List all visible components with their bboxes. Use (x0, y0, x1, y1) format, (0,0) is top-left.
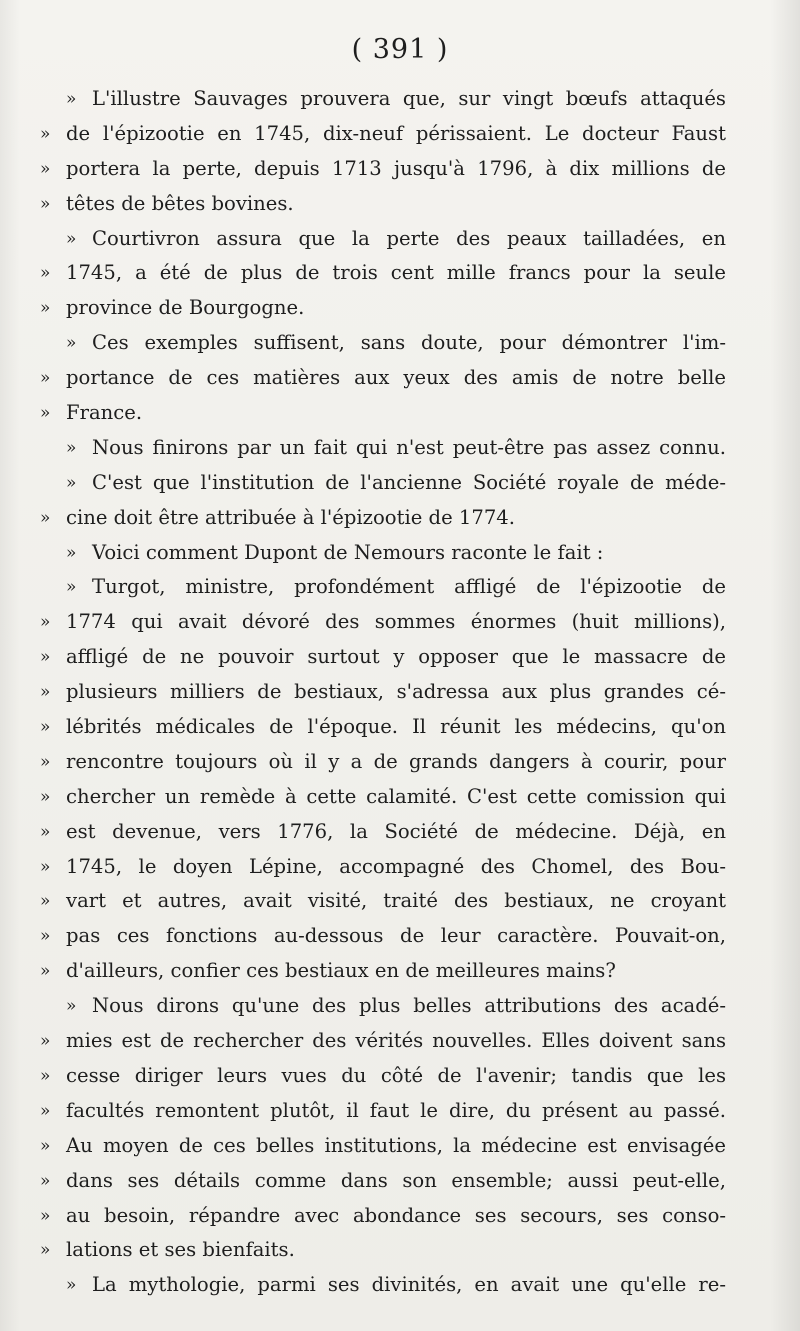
line-text: Voici comment Dupont de Nemours raconte le fait : (92, 540, 604, 564)
quote-mark: » (40, 786, 51, 807)
text-line (40, 1233, 726, 1268)
line-text: L'illustre Sauvages prouvera que, sur vingt bœufs attaqués (92, 87, 726, 110)
quote-mark: » (40, 193, 51, 214)
text-line (40, 326, 726, 361)
text-line (40, 117, 726, 152)
text-line (40, 570, 726, 605)
quote-mark: » (66, 437, 77, 458)
line-text: Au moyen de ces belles institutions, la médecine est envisagée (66, 1133, 726, 1157)
body-text (40, 82, 726, 1303)
text-line (40, 605, 726, 640)
line-text: cesse diriger leurs vues du côté de l'avenir; tandis que les (66, 1063, 726, 1087)
text-line (40, 152, 726, 187)
page-number: ( 391 ) (351, 34, 449, 65)
quote-mark: » (40, 158, 51, 179)
line-text: Nous finirons par un fait qui n'est peut-être pas assez connu. (92, 435, 726, 459)
line-text: au besoin, répandre avec abondance ses secours, ses conso- (66, 1203, 726, 1227)
line-text: est devenue, vers 1776, la Société de médecine. Déjà, en (66, 819, 726, 843)
quote-mark: » (66, 1275, 77, 1296)
quote-mark: » (66, 996, 77, 1017)
quote-mark: » (66, 228, 77, 249)
line-text: Ces exemples suffisent, sans doute, pour démontrer l'im- (92, 331, 726, 355)
quote-mark: » (66, 89, 77, 109)
quote-mark: » (40, 1205, 51, 1226)
text-line (40, 780, 726, 815)
line-text: mies est de rechercher des vérités nouvelles. Elles doivent sans (66, 1029, 726, 1053)
line-text: vart et autres, avait visité, traité des bestiaux, ne croyant (66, 889, 726, 913)
text-line (40, 256, 726, 291)
quote-mark: » (40, 1240, 51, 1261)
text-line (40, 431, 726, 466)
text-line (40, 222, 726, 257)
quote-mark: » (66, 542, 77, 563)
quote-mark: » (40, 717, 51, 738)
text-line (40, 536, 726, 571)
line-text: La mythologie, parmi ses divinités, en avait une qu'elle re- (92, 1273, 726, 1297)
line-text: dans ses détails comme dans son ensemble; aussi peut-elle, (66, 1168, 726, 1192)
quote-mark: » (40, 1170, 51, 1191)
quote-mark: » (40, 751, 51, 772)
line-text: 1745, a été de plus de trois cent mille francs pour la seule (66, 261, 726, 285)
quote-mark: » (40, 263, 51, 284)
text-line (40, 361, 726, 396)
line-text: France. (66, 401, 143, 425)
quote-mark: » (40, 891, 51, 912)
line-text: affligé de ne pouvoir surtout y opposer que le massacre de (66, 645, 726, 669)
quote-mark: » (40, 123, 51, 144)
quote-mark: » (40, 856, 51, 877)
text-line (40, 1129, 726, 1164)
line-text: Courtivron assura que la perte des peaux tailladées, en (92, 226, 726, 250)
text-line (40, 1199, 726, 1234)
text-line (40, 919, 726, 954)
quote-mark: » (40, 403, 51, 424)
quote-mark: » (40, 612, 51, 633)
line-text: C'est que l'institution de l'ancienne Société royale de méde- (92, 470, 726, 494)
text-line (40, 1164, 726, 1199)
quote-mark: » (40, 647, 51, 668)
quote-mark: » (40, 1031, 51, 1052)
line-text: lébrités médicales de l'époque. Il réunit les médecins, qu'on (66, 715, 726, 739)
text-line (40, 82, 726, 117)
quote-mark: » (66, 577, 77, 598)
text-line (40, 1268, 726, 1303)
line-text: portance de ces matières aux yeux des amis de notre belle (66, 366, 726, 390)
line-text: têtes de bêtes bovines. (66, 191, 294, 215)
text-line (40, 710, 726, 745)
quote-mark: » (66, 472, 77, 493)
text-line (40, 1024, 726, 1059)
text-line (40, 187, 726, 222)
text-line (40, 815, 726, 850)
line-text: rencontre toujours où il y a de grands dangers à courir, pour (66, 749, 726, 773)
text-line (40, 884, 726, 919)
text-line (40, 501, 726, 536)
text-line (40, 291, 726, 326)
line-text: chercher un remède à cette calamité. C'est cette comission qui (66, 784, 726, 808)
quote-mark: » (40, 298, 51, 319)
text-line (40, 850, 726, 885)
text-line (40, 954, 726, 989)
line-text: portera la perte, depuis 1713 jusqu'à 1796, à dix millions de (66, 156, 726, 180)
line-text: pas ces fonctions au-dessous de leur caractère. Pouvait-on, (66, 924, 726, 948)
quote-mark: » (40, 368, 51, 389)
line-text: Turgot, ministre, profondément affligé de l'épizootie de (92, 575, 726, 599)
text-line (40, 396, 726, 431)
line-text: d'ailleurs, confier ces bestiaux en de meilleures mains? (66, 959, 616, 983)
text-line (40, 989, 726, 1024)
line-text: province de Bourgogne. (66, 296, 305, 320)
line-text: 1745, le doyen Lépine, accompagné des Chomel, des Bou- (66, 854, 726, 878)
quote-mark: » (40, 821, 51, 842)
quote-mark: » (40, 1135, 51, 1156)
quote-mark: » (40, 507, 51, 528)
text-line (40, 640, 726, 675)
line-text: lations et ses bienfaits. (66, 1238, 295, 1262)
text-line (40, 466, 726, 501)
line-text: 1774 qui avait dévoré des sommes énormes (huit millions), (66, 610, 726, 634)
line-text: de l'épizootie en 1745, dix-neuf périssaient. Le docteur Faust (66, 121, 726, 145)
line-text: Nous dirons qu'une des plus belles attributions des acadé- (92, 994, 726, 1018)
quote-mark: » (40, 961, 51, 982)
quote-mark: » (40, 926, 51, 947)
quote-mark: » (40, 1065, 51, 1086)
text-line (40, 675, 726, 710)
line-text: cine doit être attribuée à l'épizootie de 1774. (66, 505, 516, 529)
text-line (40, 1059, 726, 1094)
text-line (40, 745, 726, 780)
quote-mark: » (40, 1100, 51, 1121)
quote-mark: » (40, 682, 51, 703)
line-text: facultés remontent plutôt, il faut le dire, du présent au passé. (66, 1098, 726, 1122)
quote-mark: » (66, 333, 77, 354)
line-text: plusieurs milliers de bestiaux, s'adressa aux plus grandes cé- (66, 680, 726, 704)
text-line (40, 1094, 726, 1129)
